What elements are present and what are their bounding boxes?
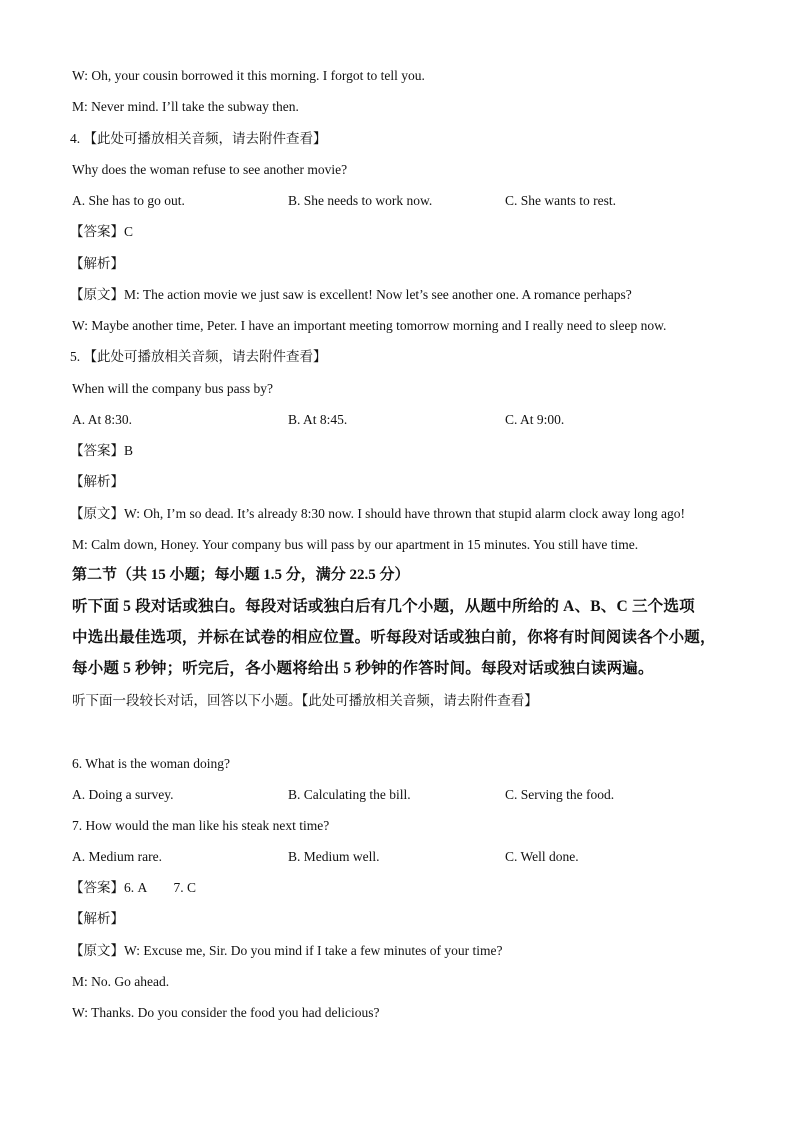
q6-option-b: B. Calculating the bill.: [288, 787, 411, 802]
question-4-text: Why does the woman refuse to see another movie?: [72, 162, 348, 177]
question-5-text: When will the company bus pass by?: [72, 381, 273, 396]
question-4-header: 4. 【此处可播放相关音频，请去附件查看】: [70, 131, 327, 146]
q67-transcript-line: W: Thanks. Do you consider the food you had delicious?: [72, 1005, 380, 1020]
q5-analysis-label: 【解析】: [70, 474, 124, 489]
section-instructions: 听下面 5 段对话或独白。每段对话或独白后有几个小题，从题中所给的 A、B、C 三个选项: [72, 598, 695, 615]
dialogue-line: M: Never mind. I’ll take the subway then.: [72, 99, 299, 114]
q67-answer: 【答案】6. A 7. C: [70, 880, 197, 895]
q4-analysis-label: 【解析】: [70, 256, 124, 271]
section-2-title: 第二节（共 15 小题；每小题 1.5 分，满分 22.5 分）: [72, 567, 410, 583]
q5-option-b: B. At 8:45.: [288, 412, 348, 427]
dialogue-line: W: Oh, your cousin borrowed it this morning. I forgot to tell you.: [72, 68, 425, 83]
q4-transcript-line: 【原文】M: The action movie we just saw is excellent! Now let’s see another one. A romance perhaps?: [70, 287, 632, 302]
q4-answer: 【答案】C: [70, 224, 134, 239]
q4-transcript-line: W: Maybe another time, Peter. I have an important meeting tomorrow morning and I really need to sleep now.: [72, 318, 667, 333]
q67-transcript-line: 【原文】W: Excuse me, Sir. Do you mind if I take a few minutes of your time?: [70, 943, 503, 958]
q4-option-a: A. She has to go out.: [72, 193, 185, 208]
question-5-header: 5. 【此处可播放相关音频，请去附件查看】: [70, 349, 327, 364]
q5-answer: 【答案】B: [70, 443, 134, 458]
q7-option-a: A. Medium rare.: [72, 849, 162, 864]
section-instructions: 每小题 5 秒钟；听完后，各小题将给出 5 秒钟的作答时间。每段对话或独白读两遍。: [72, 660, 654, 677]
question-7-text: 7. How would the man like his steak next time?: [72, 818, 330, 833]
q4-option-c: C. She wants to rest.: [505, 193, 616, 208]
q6-option-c: C. Serving the food.: [505, 787, 615, 802]
q5-option-a: A. At 8:30.: [72, 412, 133, 427]
q6-option-a: A. Doing a survey.: [72, 787, 174, 802]
section-instructions: 中选出最佳选项，并标在试卷的相应位置。听每段对话或独白前，你将有时间阅读各个小题，: [72, 629, 716, 646]
q4-option-b: B. She needs to work now.: [288, 193, 433, 208]
audio-instruction: 听下面一段较长对话，回答以下小题。【此处可播放相关音频，请去附件查看】: [72, 693, 538, 708]
q5-transcript-line: 【原文】W: Oh, I’m so dead. It’s already 8:30 now. I should have thrown that stupid alarm clock away long ago!: [70, 506, 685, 521]
q5-transcript-line: M: Calm down, Honey. Your company bus will pass by our apartment in 15 minutes. You still have time.: [72, 537, 639, 552]
q67-analysis-label: 【解析】: [70, 911, 124, 926]
q7-option-c: C. Well done.: [505, 849, 579, 864]
question-6-text: 6. What is the woman doing?: [72, 756, 230, 771]
q7-option-b: B. Medium well.: [288, 849, 380, 864]
q5-option-c: C. At 9:00.: [505, 412, 565, 427]
q67-transcript-line: M: No. Go ahead.: [72, 974, 170, 989]
